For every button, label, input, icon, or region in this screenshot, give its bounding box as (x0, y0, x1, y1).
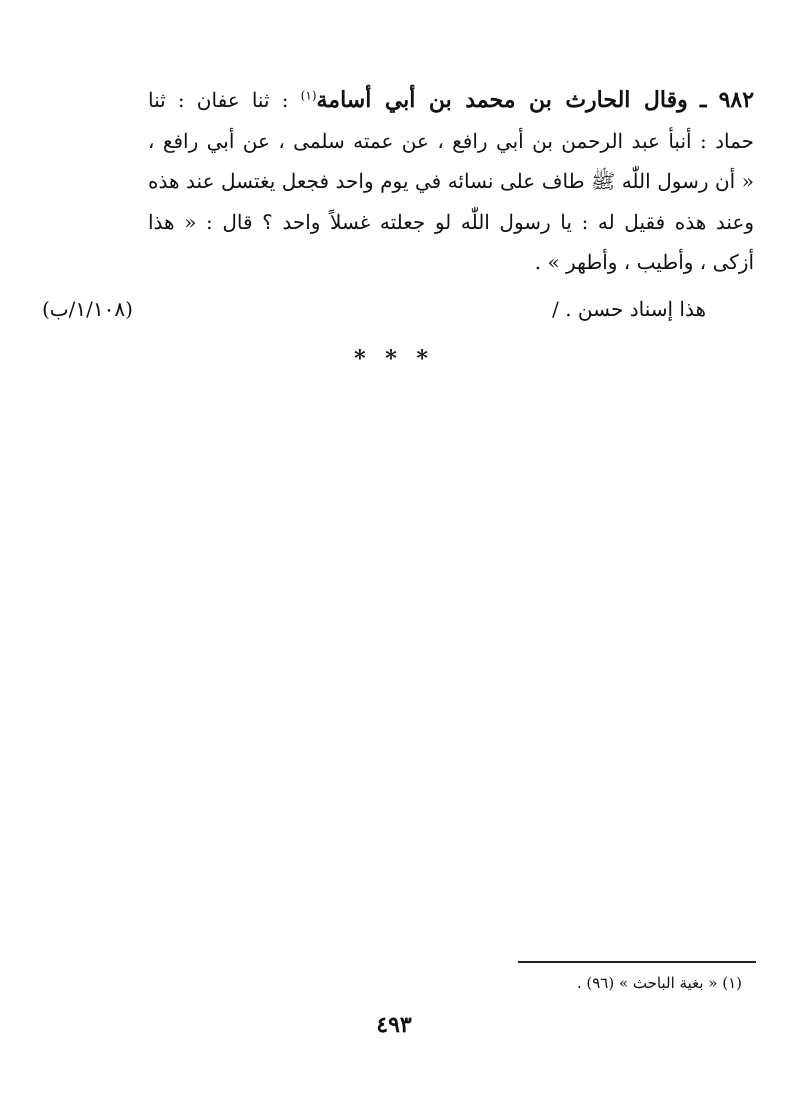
footnote-reference: (١) (300, 88, 317, 103)
hadith-heading: وقال الحارث بن محمد بن أبي أسامة (316, 87, 688, 113)
hadith-block (148, 80, 754, 283)
hadith-line-2: حماد : أنبأ عبد الرحمن بن أبي رافع ، عن عمته سلمى ، عن أبي رافع ، (148, 128, 754, 153)
hadith-number: ٩٨٢ (718, 87, 754, 113)
hadith-line-5: أزكى ، وأطيب ، وأطهر » . (534, 250, 754, 274)
page-number: ٤٩٣ (376, 1012, 412, 1038)
hadith-dash: ـ (699, 87, 707, 113)
hadith-line-4: وعند هذه فقيل له : يا رسول اللّٰه لو جعلته غسلاً واحد ؟ قال : « هذا (148, 209, 754, 234)
hadith-line-3: « أن رسول اللّٰه ﷺ طاف على نسائه في يوم واحد فجعل يغتسل عند هذه (148, 169, 754, 193)
section-separator: * * * (354, 346, 434, 372)
footnote-rule (518, 961, 756, 963)
isnad-grading: هذا إسناد حسن . / (552, 297, 706, 321)
hadith-text-line-1: : ثنا عفان : ثنا (148, 88, 289, 112)
manuscript-reference: (١/١٠٨/ب) (42, 297, 133, 321)
footnote: (١) « بغية الباحث » (٩٦) . (576, 974, 742, 992)
hadith-line-1 (148, 80, 754, 121)
